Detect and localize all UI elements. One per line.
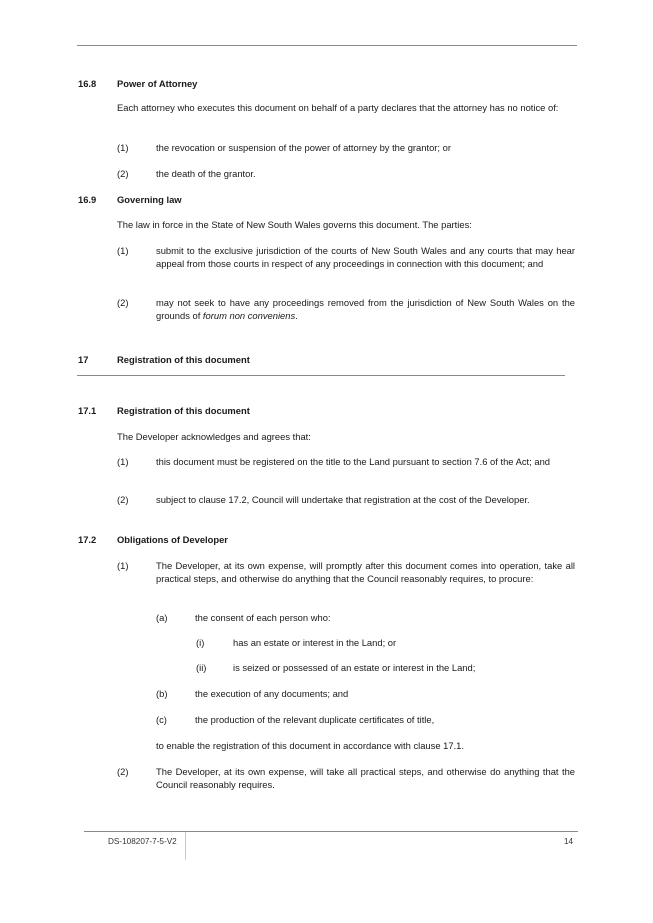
clause-16-8-number: 16.8 <box>78 78 97 89</box>
footer-rule <box>84 831 578 832</box>
clause-17-2-number: 17.2 <box>78 534 97 545</box>
footer-page-number: 14 <box>564 837 574 846</box>
clause-16-9-item-1-text: submit to the exclusive jurisdiction of the courts of New South Wales and any courts that may hear appeal from those courts in respect of any proceedings in connection with this document; and <box>156 245 575 269</box>
subitem-a-text: the consent of each person who: <box>195 612 331 623</box>
header-rule <box>77 45 577 46</box>
footer-divider <box>185 832 186 860</box>
subsubitem-i-label: (i) <box>196 637 205 648</box>
clause-17-1-number: 17.1 <box>78 405 97 416</box>
footer-doc-id: DS-108207-7-5-V2 <box>108 837 177 846</box>
subitem-c-text: the production of the relevant duplicate certificates of title, <box>195 714 435 725</box>
clause-16-9-item-2-text <box>156 297 575 322</box>
clause-17-2-item-2-text: The Developer, at its own expense, will take all practical steps, and otherwise do anything that the Council reasonably requires. <box>156 766 575 790</box>
clause-16-8-paragraph: Each attorney who executes this document on behalf of a party declares that the attorney has no notice of: <box>117 102 559 113</box>
clause-16-8-heading: Power of Attorney <box>117 78 198 89</box>
clause-16-8-item-2-label: (2) <box>117 168 129 179</box>
clause-17-2-item-2-label: (2) <box>117 766 129 777</box>
clause-17-1-item-2-text: subject to clause 17.2, Council will undertake that registration at the cost of the Developer. <box>156 494 530 505</box>
clause-17-1-paragraph: The Developer acknowledges and agrees that: <box>117 431 311 442</box>
closing-text: to enable the registration of this document in accordance with clause 17.1. <box>156 740 464 751</box>
section-17-heading: Registration of this document <box>117 354 250 365</box>
clause-16-9-item-1-label: (1) <box>117 245 129 256</box>
clause-16-9-item-2-text-start: may not seek to have any proceedings removed from the jurisdiction of New South Wales on the grounds of <box>156 297 575 321</box>
section-17-rule <box>77 375 565 376</box>
clause-16-8-item-1-text: the revocation or suspension of the power of attorney by the grantor; or <box>156 142 451 153</box>
clause-17-1-heading: Registration of this document <box>117 405 250 416</box>
forum-non-conveniens: forum non conveniens <box>202 309 296 321</box>
clause-16-9-item-2-text-end: . <box>295 309 298 321</box>
subitem-c-label: (c) <box>156 714 167 725</box>
clause-17-1-item-1-label: (1) <box>117 456 129 467</box>
clause-17-2-item-1-label: (1) <box>117 560 129 571</box>
clause-16-9-item-2-label: (2) <box>117 297 129 308</box>
subsubitem-i-text: has an estate or interest in the Land; or <box>233 637 397 648</box>
subsubitem-ii-text: is seized or possessed of an estate or interest in the Land; <box>233 662 476 673</box>
clause-16-8-item-2-text: the death of the grantor. <box>156 168 256 179</box>
section-17-number: 17 <box>78 354 89 365</box>
clause-17-1-item-2-label: (2) <box>117 494 129 505</box>
subsubitem-ii-label: (ii) <box>196 662 207 673</box>
subitem-b-label: (b) <box>156 688 168 699</box>
subitem-b-text: the execution of any documents; and <box>195 688 349 699</box>
clause-16-9-paragraph: The law in force in the State of New South Wales governs this document. The parties: <box>117 219 472 230</box>
clause-17-1-item-1-text: this document must be registered on the title to the Land pursuant to section 7.6 of the Act; and <box>156 456 550 467</box>
clause-17-2-item-1-text: The Developer, at its own expense, will promptly after this document comes into operation, take all practical steps, and otherwise do anything that the Council reasonably requires, to procure: <box>156 560 575 584</box>
clause-16-9-heading: Governing law <box>117 194 182 205</box>
clause-17-2-heading: Obligations of Developer <box>117 534 228 545</box>
clause-16-9-number: 16.9 <box>78 194 97 205</box>
clause-16-8-item-1-label: (1) <box>117 142 129 153</box>
subitem-a-label: (a) <box>156 612 168 623</box>
